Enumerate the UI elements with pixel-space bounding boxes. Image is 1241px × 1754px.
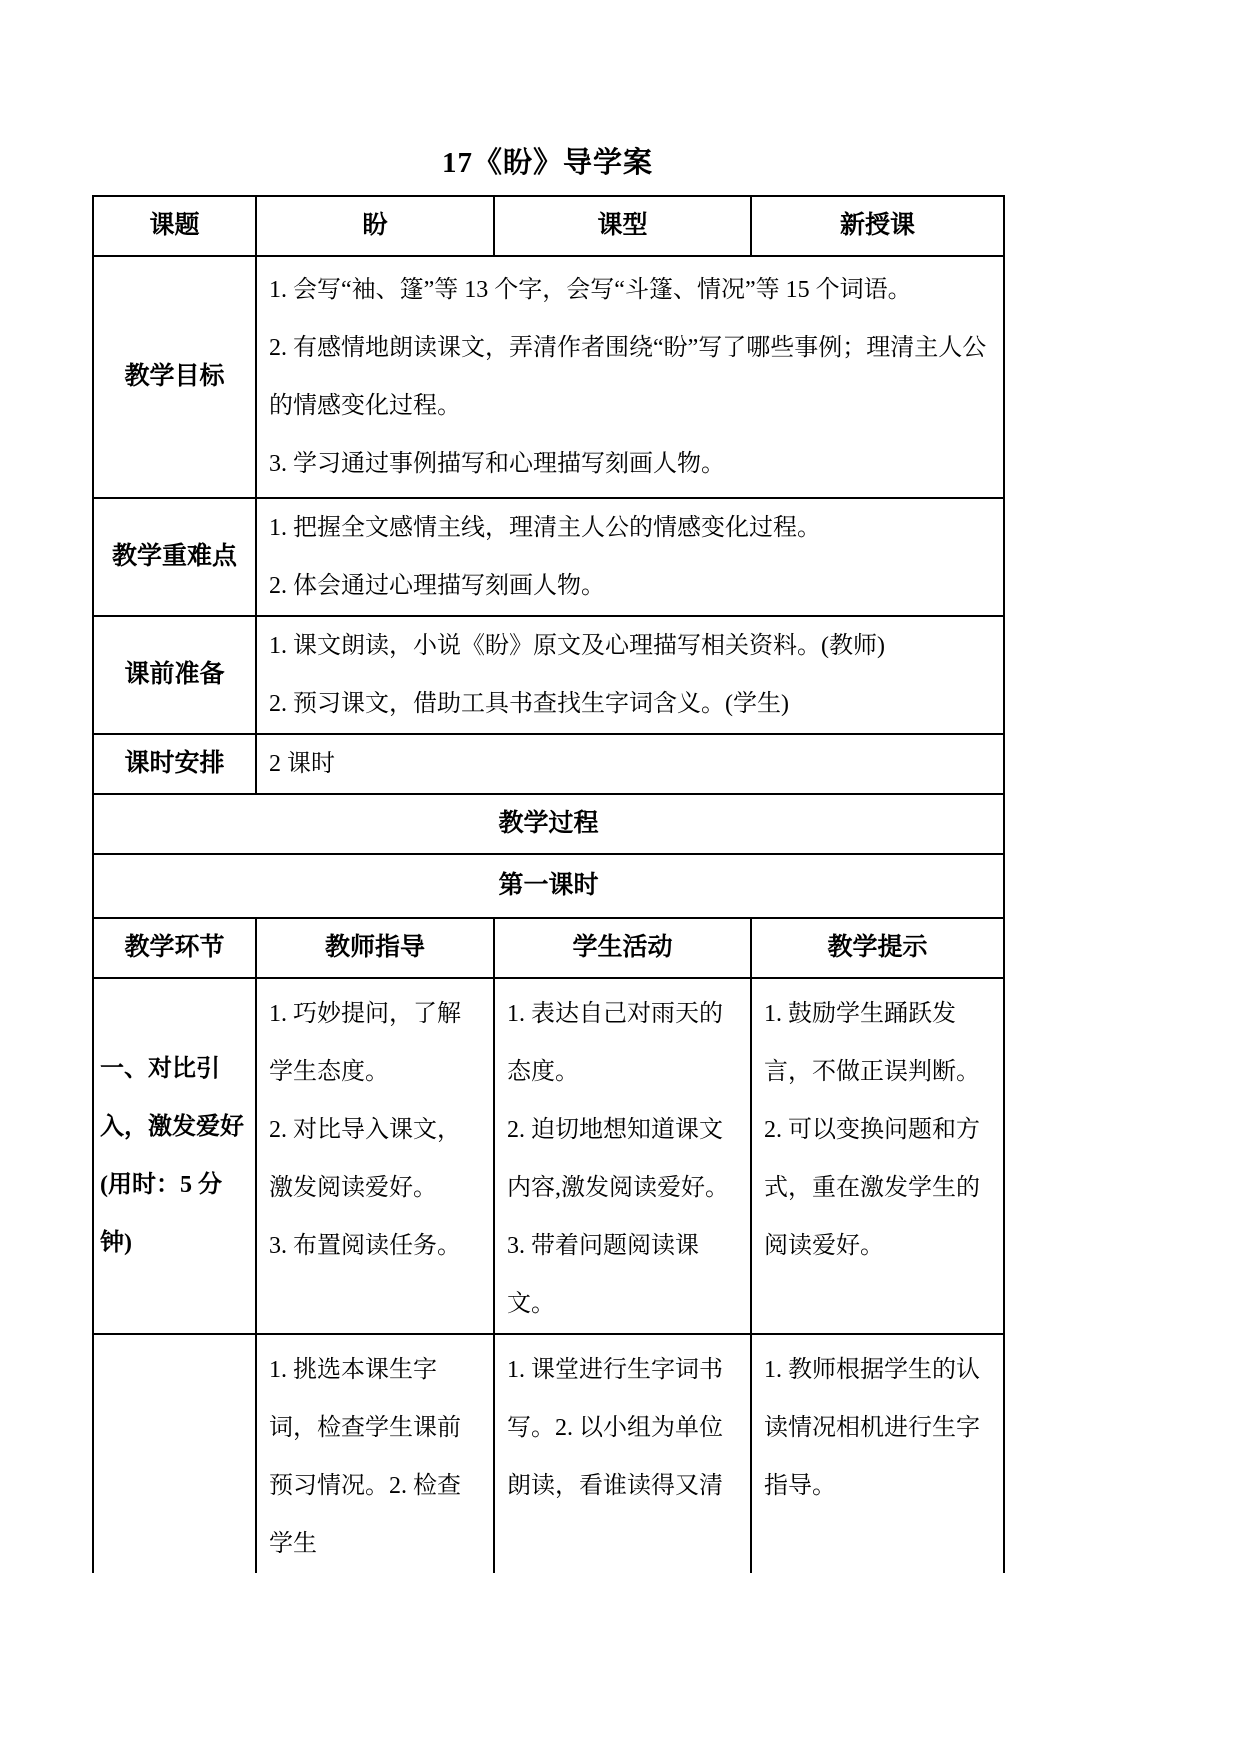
cell-keti-value: 盼 xyxy=(256,196,494,256)
prep-item: 1. 课文朗读，小说《盼》原文及心理描写相关资料。(教师) xyxy=(269,633,885,659)
student-activity-cell xyxy=(494,978,751,1334)
table-row-schedule xyxy=(93,734,1004,794)
teacher-item: 1. 巧妙提问，了解学生态度。 xyxy=(269,1001,461,1085)
doc-title: 17《盼》导学案 xyxy=(441,147,653,179)
goal-item: 2. 有感情地朗读课文，弄清作者围绕“盼”写了哪些事例；理清主人公的情感变化过程。 xyxy=(269,335,987,419)
key-point-item: 1. 把握全文感情主线，理清主人公的情感变化过程。 xyxy=(269,515,821,541)
goals-label: 教学目标 xyxy=(93,256,256,498)
teaching-tips-cell: 1. 教师根据学生的认读情况相机进行生字指导。 xyxy=(751,1334,1004,1573)
cell-kexing-value: 新授课 xyxy=(751,196,1004,256)
process-title: 教学过程 xyxy=(93,794,1004,854)
teacher-guidance-cell xyxy=(256,978,494,1334)
prep-item: 2. 预习课文，借助工具书查找生字词含义。(学生) xyxy=(269,691,789,717)
student-item: 2. 迫切地想知道课文内容,激发阅读爱好。 xyxy=(507,1117,729,1201)
goal-item: 3. 学习通过事例描写和心理描写刻画人物。 xyxy=(269,451,725,477)
table-row-process-title xyxy=(93,794,1004,854)
stage-cell-empty xyxy=(93,1334,256,1573)
session-title: 第一课时 xyxy=(93,854,1004,918)
table-row-header xyxy=(93,196,1004,256)
table-row-goals xyxy=(93,256,1004,498)
key-points-label: 教学重难点 xyxy=(93,498,256,616)
col-header-teacher: 教师指导 xyxy=(256,918,494,978)
goals-content xyxy=(256,256,1004,498)
key-points-content xyxy=(256,498,1004,616)
schedule-label: 课时安排 xyxy=(93,734,256,794)
teacher-guidance-cell: 1. 挑选本课生字词，检查学生课前预习情况。2. 检查学生 xyxy=(256,1334,494,1573)
cell-kexing-label: 课型 xyxy=(494,196,751,256)
tip-item: 2. 可以变换问题和方式，重在激发学生的阅读爱好。 xyxy=(764,1117,980,1259)
student-item: 3. 带着问题阅读课文。 xyxy=(507,1233,699,1317)
col-header-tips: 教学提示 xyxy=(751,918,1004,978)
table-row-lesson-headers xyxy=(93,918,1004,978)
key-point-item: 2. 体会通过心理描写刻画人物。 xyxy=(269,573,605,599)
schedule-value: 2 课时 xyxy=(256,734,1004,794)
col-header-student: 学生活动 xyxy=(494,918,751,978)
teacher-item: 3. 布置阅读任务。 xyxy=(269,1233,461,1259)
preparation-label: 课前准备 xyxy=(93,616,256,734)
preparation-content xyxy=(256,616,1004,734)
teaching-tips-cell xyxy=(751,978,1004,1334)
tip-item: 1. 鼓励学生踊跃发言，不做正误判断。 xyxy=(764,1001,980,1085)
table-row-lesson-2 xyxy=(93,1334,1004,1573)
stage-cell: 一、对比引入，激发爱好(用时：5 分钟) xyxy=(93,978,256,1334)
teacher-item: 2. 对比导入课文，激发阅读爱好。 xyxy=(269,1117,461,1201)
table-row-lesson-1 xyxy=(93,978,1004,1334)
student-activity-cell: 1. 课堂进行生字词书写。2. 以小组为单位朗读，看谁读得又清 xyxy=(494,1334,751,1573)
col-header-stage: 教学环节 xyxy=(93,918,256,978)
student-item: 1. 表达自己对雨天的态度。 xyxy=(507,1001,723,1085)
goal-item: 1. 会写“袖、篷”等 13 个字，会写“斗篷、情况”等 15 个词语。 xyxy=(269,277,912,303)
table-row-session-title xyxy=(93,854,1004,918)
lesson-plan-table xyxy=(92,195,1005,1573)
table-row-key-points xyxy=(93,498,1004,616)
table-row-preparation xyxy=(93,616,1004,734)
cell-keti-label: 课题 xyxy=(93,196,256,256)
